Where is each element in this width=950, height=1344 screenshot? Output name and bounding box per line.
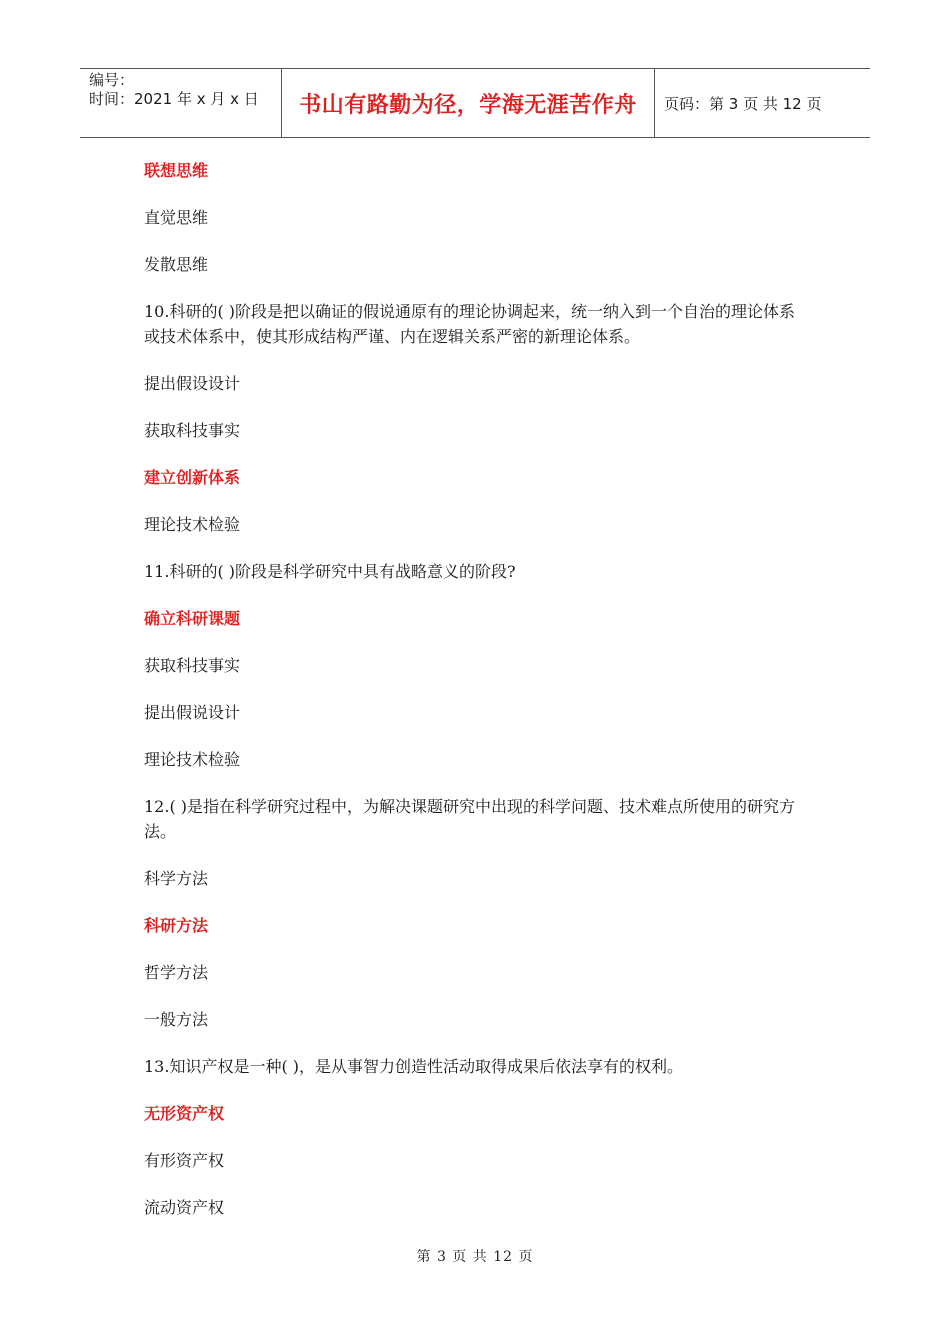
answer-option: 联想思维 xyxy=(144,161,209,180)
option: 提出假说设计 xyxy=(144,703,241,722)
option: 发散思维 xyxy=(144,255,209,274)
option: 流动资产权 xyxy=(144,1198,225,1217)
option: 理论技术检验 xyxy=(144,750,241,769)
question-10: 10.科研的( )阶段是把以确证的假说通原有的理论协调起来，统一纳入到一个自治的理论体系或技术体系中，使其形成结构严谨、内在逻辑关系严密的新理论体系。 xyxy=(144,302,796,346)
option: 获取科技事实 xyxy=(144,421,241,440)
option: 一般方法 xyxy=(144,1010,209,1029)
option: 科学方法 xyxy=(144,869,209,888)
option: 提出假设设计 xyxy=(144,374,241,393)
option: 理论技术检验 xyxy=(144,515,241,534)
question-11: 11.科研的( )阶段是科学研究中具有战略意义的阶段? xyxy=(144,562,516,581)
option: 哲学方法 xyxy=(144,963,209,982)
answer-option: 科研方法 xyxy=(144,916,209,935)
header-meta xyxy=(80,69,282,137)
question-12: 12.( )是指在科学研究过程中，为解决课题研究中出现的科学问题、技术难点所使用的研究方法。 xyxy=(144,797,796,841)
answer-option: 无形资产权 xyxy=(144,1104,225,1123)
option: 直觉思维 xyxy=(144,208,209,227)
option: 获取科技事实 xyxy=(144,656,241,675)
answer-option: 确立科研课题 xyxy=(144,609,241,628)
page-header xyxy=(80,68,870,138)
header-motto: 书山有路勤为径，学海无涯苦作舟 xyxy=(282,69,655,137)
header-date-label: 时间：2021 年 x 月 x 日 xyxy=(89,90,259,108)
header-number-label: 编号： xyxy=(89,71,135,89)
option: 有形资产权 xyxy=(144,1151,225,1170)
page-footer: 第 3 页 共 12 页 xyxy=(416,1249,534,1265)
question-13: 13.知识产权是一种( )，是从事智力创造性活动取得成果后依法享有的权利。 xyxy=(144,1057,684,1076)
header-page-info: 页码：第 3 页 共 12 页 xyxy=(664,94,822,113)
answer-option: 建立创新体系 xyxy=(144,468,241,487)
document-body xyxy=(144,158,804,1220)
